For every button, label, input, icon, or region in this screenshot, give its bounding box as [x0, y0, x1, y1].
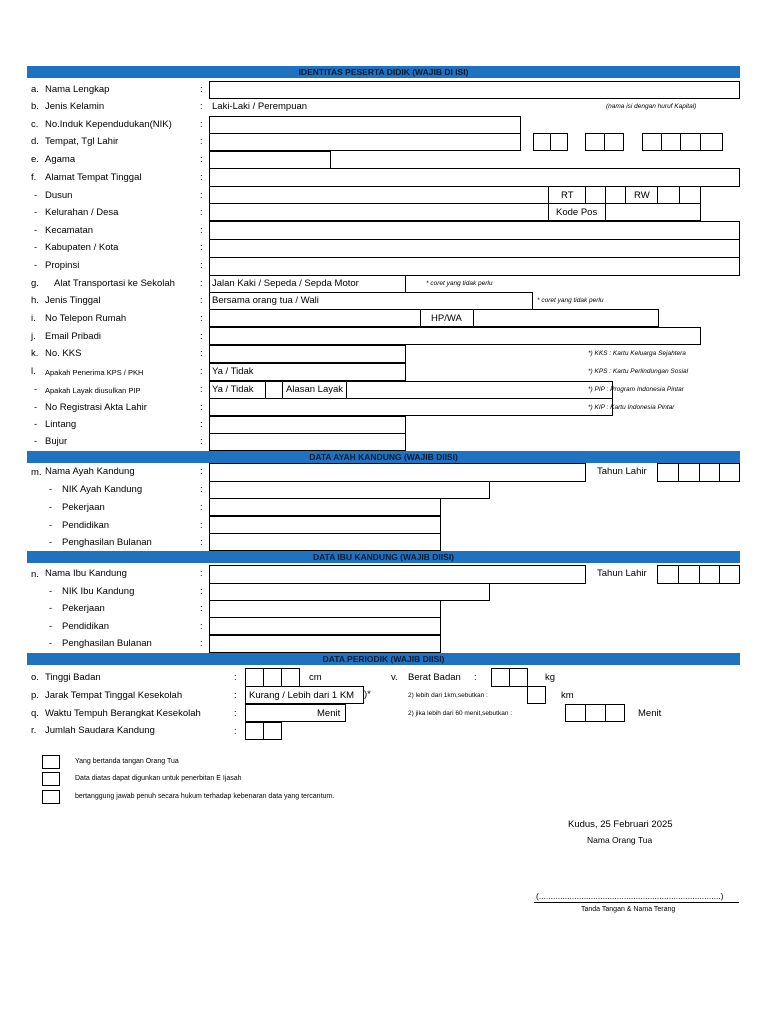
label-nik-ibu: NIK Ibu Kandung: [62, 586, 135, 597]
label-nama-ibu: Nama Ibu Kandung: [45, 568, 127, 579]
colon: :: [200, 621, 203, 632]
propinsi-field[interactable]: [209, 257, 740, 276]
letter-e: e.: [31, 154, 39, 165]
colon: :: [200, 172, 203, 183]
colon: :: [200, 101, 203, 112]
rw-digit[interactable]: [657, 186, 680, 204]
dash: -: [49, 502, 53, 513]
checkbox-ijasah[interactable]: [42, 772, 60, 786]
colon: :: [200, 502, 203, 513]
pip-value: Ya / Tidak: [212, 384, 254, 395]
akta-field[interactable]: [209, 398, 613, 416]
rt-digit[interactable]: [605, 186, 626, 204]
hpwa-field[interactable]: [473, 309, 659, 327]
label-waktu-tempuh: Waktu Tempuh Berangkat Kesekolah: [45, 708, 201, 719]
colon: :: [200, 331, 203, 342]
dash: -: [34, 260, 38, 271]
thn-digit[interactable]: [661, 133, 681, 151]
colon: :: [200, 136, 203, 147]
label-kelurahan: Kelurahan / Desa: [45, 207, 119, 218]
rw-label: RW: [634, 190, 650, 201]
label-penghasilan-ibu: Penghasilan Bulanan: [62, 638, 152, 649]
note-kps: *) KPS : Kartu Perlindungan Sosial: [588, 368, 689, 375]
kks-field[interactable]: [209, 345, 406, 363]
colon: :: [200, 366, 203, 377]
colon: :: [200, 402, 203, 413]
jarak-value: Kurang / Lebih dari 1 KM: [249, 690, 355, 701]
section-header-ibu: DATA IBU KANDUNG (WAJIB DIISI): [27, 551, 740, 563]
pekerjaan-ayah-field[interactable]: [209, 498, 441, 516]
checkbox-tanggung-jawab[interactable]: [42, 790, 60, 804]
dash: -: [49, 484, 53, 495]
colon: :: [474, 672, 477, 683]
note-coret: * coret yang tidak perlu: [426, 280, 493, 287]
label-jenis-tinggal: Jenis Tinggal: [45, 295, 101, 306]
letter-c: c.: [31, 119, 39, 130]
alasan-field[interactable]: [346, 381, 613, 399]
label-jenis-kelamin: Jenis Kelamin: [45, 101, 105, 112]
colon: :: [200, 603, 203, 614]
label-transportasi: Alat Transportasi ke Sekolah: [54, 278, 175, 289]
agama-field[interactable]: [209, 151, 331, 169]
colon: :: [200, 154, 203, 165]
thn-digit[interactable]: [680, 133, 701, 151]
pendidikan-ayah-field[interactable]: [209, 516, 441, 534]
letter-f: f.: [31, 172, 37, 183]
colon: :: [200, 278, 203, 289]
kecamatan-field[interactable]: [209, 221, 740, 240]
tahun-ayah-digit[interactable]: [699, 463, 720, 482]
label-kks: No. KKS: [45, 348, 82, 359]
label-kecamatan: Kecamatan: [45, 225, 94, 236]
note-waktu: 2) jika lebih dari 60 menit,sebutkan :: [408, 710, 513, 717]
colon: :: [200, 419, 203, 430]
note-kks: *) KKS : Kartu Keluarga Sejahtera: [588, 350, 686, 357]
bln-digit[interactable]: [585, 133, 605, 151]
pekerjaan-ibu-field[interactable]: [209, 600, 441, 618]
label-pendidikan-ibu: Pendidikan: [62, 621, 110, 632]
letter-h: h.: [31, 295, 39, 306]
colon: :: [234, 672, 237, 683]
label-pendidikan-ayah: Pendidikan: [62, 520, 110, 531]
label-alamat: Alamat Tempat Tinggal: [45, 172, 142, 183]
label-saudara: Jumlah Saudara Kandung: [45, 725, 155, 736]
dash: -: [34, 384, 38, 395]
tanda-tangan-label: Tanda Tangan & Nama Terang: [581, 906, 676, 913]
colon: :: [200, 586, 203, 597]
letter-n: n.: [31, 569, 39, 580]
transportasi-value: Jalan Kaki / Sepeda / Sepda Motor: [212, 278, 359, 289]
rw-digit[interactable]: [679, 186, 701, 204]
telepon-field[interactable]: [209, 309, 421, 327]
jenis-tinggal-value: Bersama orang tua / Wali: [212, 295, 319, 306]
colon: :: [200, 295, 203, 306]
waktu-digit[interactable]: [565, 704, 586, 722]
dash: -: [34, 207, 38, 218]
letter-b: b.: [31, 101, 39, 112]
footer-line-2: Data diatas dapat digunkan untuk penerbitan E Ijasah: [75, 775, 242, 782]
dusun-field[interactable]: [209, 186, 549, 204]
note-pip: *) PIP : Program Indonesia Pintar: [588, 386, 684, 393]
tinggi-digit[interactable]: [281, 668, 300, 687]
letter-p: p.: [31, 690, 39, 701]
jarak-km-digit[interactable]: [527, 686, 546, 704]
berat-digit[interactable]: [491, 668, 510, 687]
dash: -: [49, 603, 53, 614]
label-email: Email Pribadi: [45, 331, 101, 342]
section-header-identitas: IDENTITAS PESERTA DIDIK (WAJIB DI ISI): [27, 66, 740, 78]
tgl-digit[interactable]: [533, 133, 551, 151]
dash: -: [49, 537, 53, 548]
cm-unit: cm: [309, 672, 322, 683]
colon: :: [200, 260, 203, 271]
jenis-kelamin-value[interactable]: Laki-Laki / Perempuan: [212, 101, 308, 112]
km-unit: km: [561, 690, 574, 701]
colon: :: [200, 242, 203, 253]
label-tinggi-badan: Tinggi Badan: [45, 672, 101, 683]
saudara-digit[interactable]: [263, 722, 282, 740]
dash: -: [34, 225, 38, 236]
dash: -: [49, 520, 53, 531]
tempat-lahir-field[interactable]: [209, 133, 521, 151]
colon: :: [234, 726, 237, 737]
label-dusun: Dusun: [45, 190, 73, 201]
waktu-digit[interactable]: [605, 704, 625, 722]
colon: :: [200, 484, 203, 495]
footer-line-3: bertanggung jawab penuh secara hukum terhadap kebenaran data yang tercantum.: [75, 793, 335, 800]
label-tempat-tgl-lahir: Tempat, Tgl Lahir: [45, 136, 119, 147]
nik-ayah-field[interactable]: [209, 481, 490, 499]
label-lintang: Lintang: [45, 419, 77, 430]
colon: :: [200, 466, 203, 477]
tahun-ayah-digit[interactable]: [657, 463, 679, 482]
label-pip: Apakah Layak diusulkan PIP: [45, 386, 141, 395]
colon: :: [200, 348, 203, 359]
signature-line: (.............................................................................): [536, 891, 724, 901]
tahun-ibu-digit[interactable]: [719, 565, 740, 584]
dash: -: [34, 419, 38, 430]
waktu-unit-inline: Menit: [317, 708, 341, 719]
colon: :: [200, 313, 203, 324]
footer-line-1: Yang bertanda tangan Orang Tua: [75, 758, 179, 765]
colon: :: [200, 568, 203, 579]
letter-m: m.: [31, 467, 42, 478]
letter-j: j.: [31, 331, 36, 342]
place-date: Kudus, 25 Februari 2025: [568, 819, 673, 830]
section-header-periodik: DATA PERIODIK (WAJIB DIISI): [27, 653, 740, 665]
note-kip: *) KIP : Kartu Indonesia Pintar: [588, 404, 675, 411]
bln-digit[interactable]: [604, 133, 624, 151]
kabupaten-field[interactable]: [209, 239, 740, 258]
dash: -: [34, 436, 38, 447]
label-kabupaten: Kabupaten / Kota: [45, 242, 119, 253]
alasan-label: Alasan Layak: [286, 384, 344, 395]
pendidikan-ibu-field[interactable]: [209, 617, 441, 635]
nama-ibu-field[interactable]: [209, 565, 586, 584]
letter-l: l.: [31, 366, 36, 377]
label-bujur: Bujur: [45, 436, 68, 447]
waktu-digit[interactable]: [585, 704, 606, 722]
alamat-field[interactable]: [209, 168, 740, 187]
label-nik-ayah: NIK Ayah Kandung: [62, 484, 143, 495]
signature-underline: [534, 902, 739, 903]
letter-a: a.: [31, 84, 39, 95]
tahun-lahir-ibu-label: Tahun Lahir: [597, 568, 647, 579]
letter-d: d.: [31, 136, 39, 147]
pip-check[interactable]: [265, 381, 283, 399]
label-akta: No Registrasi Akta Lahir: [45, 402, 147, 413]
tahun-ibu-digit[interactable]: [678, 565, 700, 584]
label-telepon: No Telepon Rumah: [45, 313, 127, 324]
nik-field[interactable]: [209, 116, 521, 134]
label-berat-badan: Berat Badan: [408, 672, 461, 683]
colon: :: [200, 84, 203, 95]
tahun-ayah-digit[interactable]: [719, 463, 740, 482]
menit-unit: Menit: [638, 708, 662, 719]
section-header-ayah: DATA AYAH KANDUNG (WAJIB DIISI): [27, 451, 740, 463]
dash: -: [34, 402, 38, 413]
dash: -: [34, 190, 38, 201]
colon: :: [234, 708, 237, 719]
dash: -: [49, 621, 53, 632]
note-jarak: 2) lebih dari 1km,sebutkan :: [408, 692, 488, 699]
kodepos-label: Kode Pos: [556, 207, 598, 218]
tahun-ibu-digit[interactable]: [657, 565, 679, 584]
nama-ayah-field[interactable]: [209, 463, 586, 482]
label-agama: Agama: [45, 154, 76, 165]
checkbox-ortu[interactable]: [42, 755, 60, 769]
note-kapital: (nama isi dengan huruf Kapital): [606, 103, 697, 110]
label-penghasilan-ayah: Penghasilan Bulanan: [62, 537, 152, 548]
rt-digit[interactable]: [585, 186, 606, 204]
hpwa-label: HP/WA: [431, 313, 462, 324]
colon: :: [200, 537, 203, 548]
kodepos-field[interactable]: [605, 203, 701, 221]
nama-orang-tua-label: Nama Orang Tua: [587, 835, 653, 845]
label-pekerjaan-ayah: Pekerjaan: [62, 502, 105, 513]
tahun-ayah-digit[interactable]: [678, 463, 700, 482]
nama-lengkap-field[interactable]: [209, 81, 740, 99]
kelurahan-field[interactable]: [209, 203, 549, 221]
letter-k: k.: [31, 348, 39, 359]
tahun-ibu-digit[interactable]: [699, 565, 720, 584]
dash: -: [49, 586, 53, 597]
dash: -: [49, 638, 53, 649]
label-jarak: Jarak Tempat Tinggal Kesekolah: [45, 690, 183, 701]
dash: -: [34, 242, 38, 253]
rt-label: RT: [561, 190, 574, 201]
letter-v: v.: [391, 672, 398, 683]
saudara-digit[interactable]: [245, 722, 264, 740]
letter-o: o.: [31, 672, 39, 683]
thn-digit[interactable]: [700, 133, 723, 151]
colon: :: [200, 384, 203, 395]
colon: :: [234, 690, 237, 701]
label-nik: No.Induk Kependudukan(NIK): [45, 119, 172, 130]
email-field[interactable]: [209, 327, 701, 345]
colon: :: [200, 207, 203, 218]
nik-ibu-field[interactable]: [209, 583, 490, 601]
colon: :: [200, 436, 203, 447]
label-nama-ayah: Nama Ayah Kandung: [45, 466, 135, 477]
colon: :: [200, 638, 203, 649]
tinggi-digit[interactable]: [263, 668, 282, 687]
kps-value: Ya / Tidak: [212, 366, 254, 377]
penghasilan-ayah-field[interactable]: [209, 533, 441, 551]
tahun-lahir-ayah-label: Tahun Lahir: [597, 466, 647, 477]
colon: :: [200, 225, 203, 236]
colon: :: [200, 190, 203, 201]
note-coret: * coret yang tidak perlu: [537, 297, 604, 304]
label-nama-lengkap: Nama Lengkap: [45, 84, 110, 95]
colon: :: [200, 520, 203, 531]
lintang-field[interactable]: [209, 416, 406, 434]
colon: :: [200, 119, 203, 130]
label-pekerjaan-ibu: Pekerjaan: [62, 603, 105, 614]
berat-digit[interactable]: [509, 668, 528, 687]
letter-r: r.: [31, 725, 37, 736]
jarak-suffix: )*: [364, 689, 371, 700]
kg-unit: kg: [545, 672, 556, 683]
tinggi-digit[interactable]: [245, 668, 264, 687]
letter-i: i.: [31, 313, 36, 324]
label-kps: Apakah Penerima KPS / PKH: [45, 368, 144, 377]
letter-g: g.: [31, 278, 39, 289]
penghasilan-ibu-field[interactable]: [209, 635, 441, 653]
letter-q: q.: [31, 708, 39, 719]
thn-digit[interactable]: [642, 133, 662, 151]
bujur-field[interactable]: [209, 433, 406, 451]
tgl-digit[interactable]: [550, 133, 568, 151]
label-propinsi: Propinsi: [45, 260, 80, 271]
